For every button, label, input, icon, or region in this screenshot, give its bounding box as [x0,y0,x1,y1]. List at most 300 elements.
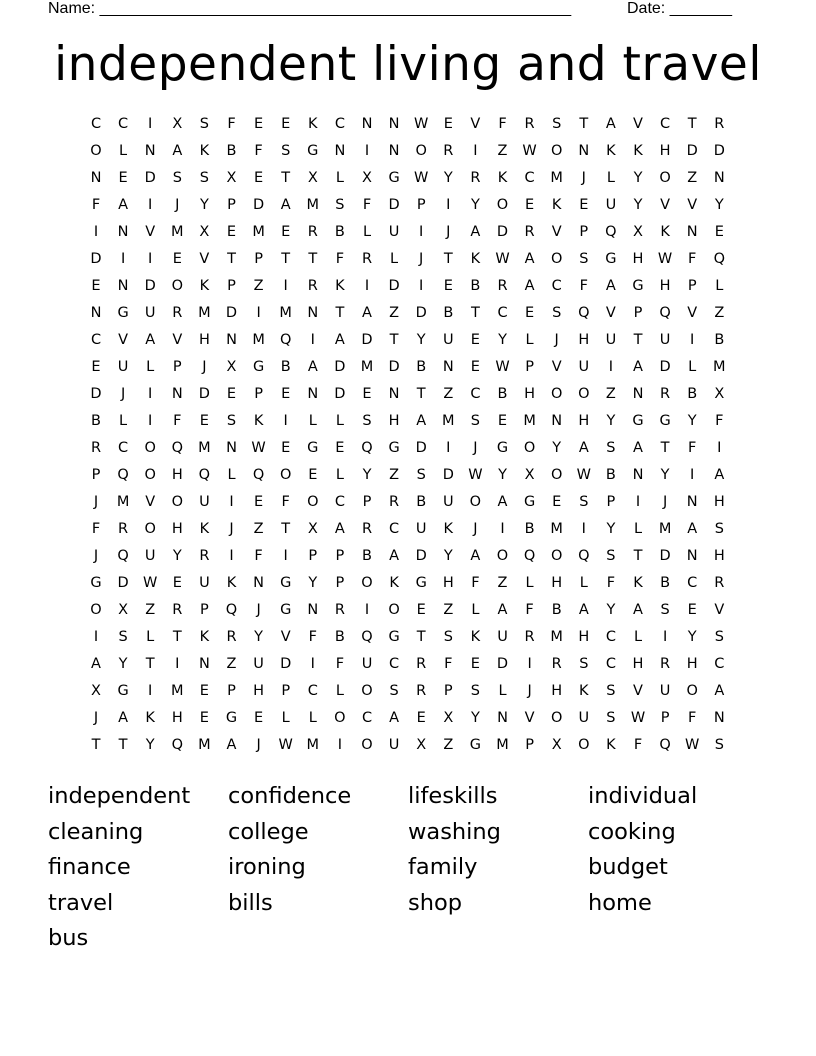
grid-letter[interactable]: Z [443,737,454,753]
grid-letter[interactable]: Y [498,467,507,483]
grid-letter[interactable]: U [578,710,590,726]
grid-letter[interactable]: B [687,386,698,402]
grid-letter[interactable]: E [416,602,426,618]
grid-letter[interactable]: Y [308,575,318,591]
grid-letter[interactable]: O [550,386,563,402]
grid-letter[interactable]: V [551,359,562,375]
grid-letter[interactable]: N [198,656,210,672]
grid-letter[interactable]: Z [497,575,508,591]
grid-letter[interactable]: G [523,494,536,510]
grid-letter[interactable]: E [443,278,453,294]
grid-letter[interactable]: K [145,710,155,726]
grid-letter[interactable]: A [389,548,400,564]
grid-letter[interactable]: N [632,467,644,483]
grid-letter[interactable]: I [93,224,99,240]
grid-letter[interactable]: E [254,116,264,132]
grid-letter[interactable]: Y [470,710,480,726]
grid-letter[interactable]: A [605,278,616,294]
grid-letter[interactable]: D [442,467,454,483]
grid-letter[interactable]: E [199,683,209,699]
grid-letter[interactable]: N [388,386,400,402]
grid-letter[interactable]: A [91,656,101,672]
grid-letter[interactable]: I [419,224,424,240]
grid-letter[interactable]: J [473,440,478,456]
grid-letter[interactable]: G [252,359,265,375]
grid-letter[interactable]: K [660,224,670,240]
grid-letter[interactable]: T [91,737,101,753]
grid-letter[interactable]: T [389,332,399,348]
grid-letter[interactable]: D [253,197,265,213]
grid-letter[interactable]: X [199,224,210,240]
grid-letter[interactable]: F [444,656,453,672]
grid-letter[interactable]: G [496,440,509,456]
grid-letter[interactable]: M [171,224,184,240]
grid-letter[interactable]: C [361,710,373,726]
grid-letter[interactable]: I [229,494,234,510]
grid-letter[interactable]: G [280,602,292,618]
grid-letter[interactable]: B [551,602,562,618]
grid-letter[interactable]: O [659,170,671,186]
grid-letter[interactable]: V [633,116,643,132]
grid-letter[interactable]: D [280,656,292,672]
grid-letter[interactable]: A [118,710,129,726]
grid-letter[interactable]: I [364,602,370,618]
grid-letter[interactable]: N [361,116,373,132]
grid-letter[interactable]: U [605,332,617,348]
grid-letter[interactable]: F [281,494,290,510]
grid-letter[interactable]: M [306,197,320,213]
grid-letter[interactable]: U [659,332,671,348]
grid-letter[interactable]: E [118,170,128,186]
grid-letter[interactable]: D [144,170,156,186]
grid-letter[interactable]: C [524,170,535,186]
grid-letter[interactable]: S [606,548,616,564]
grid-letter[interactable]: V [145,224,156,240]
grid-letter[interactable]: J [256,737,261,753]
grid-letter[interactable]: V [660,197,671,213]
grid-letter[interactable]: K [389,575,399,591]
grid-letter[interactable]: T [227,251,236,267]
grid-letter[interactable]: O [171,278,183,294]
grid-letter[interactable]: H [171,710,183,726]
grid-letter[interactable]: J [554,332,559,348]
grid-letter[interactable]: S [172,170,182,186]
grid-letter[interactable]: P [227,278,236,294]
grid-letter[interactable]: A [497,494,508,510]
grid-letter[interactable]: C [389,521,400,537]
grid-letter[interactable]: Q [225,602,238,618]
grid-letter[interactable]: D [388,359,400,375]
grid-letter[interactable]: R [90,440,102,456]
grid-letter[interactable]: W [414,116,429,132]
grid-letter[interactable]: I [446,440,451,456]
grid-letter[interactable]: H [713,548,725,564]
grid-letter[interactable]: C [497,305,508,321]
grid-letter[interactable]: T [633,548,643,564]
grid-letter[interactable]: A [118,197,129,213]
grid-letter[interactable]: T [335,305,345,321]
grid-letter[interactable]: G [659,413,671,429]
grid-letter[interactable]: R [172,602,183,618]
grid-letter[interactable]: P [227,197,236,213]
grid-letter[interactable]: J [202,359,207,375]
grid-letter[interactable]: Z [389,305,400,321]
grid-letter[interactable]: G [90,575,102,591]
grid-letter[interactable]: N [90,170,102,186]
grid-letter[interactable]: P [416,197,426,213]
grid-letter[interactable]: Y [145,737,155,753]
grid-letter[interactable]: W [657,251,673,267]
grid-letter[interactable]: K [606,737,616,753]
grid-letter[interactable]: Q [713,251,725,267]
grid-letter[interactable]: F [173,413,182,429]
grid-letter[interactable]: N [171,386,183,402]
grid-letter[interactable]: G [388,170,400,186]
grid-letter[interactable]: P [227,683,236,699]
grid-letter[interactable]: U [442,494,454,510]
grid-letter[interactable]: F [606,575,616,591]
grid-letter[interactable]: X [307,170,318,186]
grid-letter[interactable]: H [198,332,210,348]
grid-letter[interactable]: I [283,548,288,564]
grid-letter[interactable]: O [578,737,590,753]
grid-letter[interactable]: E [308,467,318,483]
grid-letter[interactable]: I [500,521,505,537]
grid-letter[interactable]: J [93,494,99,510]
grid-letter[interactable]: H [551,683,563,699]
grid-letter[interactable]: A [497,602,508,618]
grid-letter[interactable]: L [525,332,534,348]
grid-letter[interactable]: L [715,278,724,294]
grid-letter[interactable]: T [633,332,643,348]
grid-letter[interactable]: E [525,197,535,213]
grid-letter[interactable]: Y [552,440,562,456]
grid-letter[interactable]: Y [470,197,480,213]
grid-letter[interactable]: E [254,494,264,510]
grid-letter[interactable]: O [144,521,156,537]
grid-letter[interactable]: X [714,386,725,402]
grid-letter[interactable]: L [335,413,344,429]
grid-letter[interactable]: N [226,332,237,348]
grid-letter[interactable]: H [578,413,590,429]
grid-letter[interactable]: J [229,521,234,537]
grid-letter[interactable]: Y [443,170,453,186]
grid-letter[interactable]: G [117,683,129,699]
grid-letter[interactable]: S [470,413,480,429]
grid-letter[interactable]: W [251,440,266,456]
grid-letter[interactable]: O [523,440,536,456]
grid-letter[interactable]: I [419,278,424,294]
grid-letter[interactable]: U [144,548,156,564]
grid-letter[interactable]: J [473,521,478,537]
grid-letter[interactable]: F [227,116,236,132]
grid-letter[interactable]: R [551,656,562,672]
grid-letter[interactable]: X [551,737,562,753]
grid-letter[interactable]: P [579,224,589,240]
grid-letter[interactable]: C [470,386,481,402]
grid-letter[interactable]: L [579,575,588,591]
grid-letter[interactable]: F [525,602,534,618]
grid-letter[interactable]: I [283,413,288,429]
grid-letter[interactable]: E [91,359,101,375]
grid-letter[interactable]: K [633,575,643,591]
grid-letter[interactable]: N [497,710,508,726]
grid-letter[interactable]: E [281,386,291,402]
grid-letter[interactable]: P [606,494,616,510]
grid-letter[interactable]: B [226,143,237,159]
grid-letter[interactable]: F [688,251,697,267]
grid-letter[interactable]: L [633,629,643,645]
grid-letter[interactable]: J [256,602,261,618]
grid-letter[interactable]: S [579,656,589,672]
grid-letter[interactable]: N [226,440,237,456]
grid-letter[interactable]: K [443,521,454,537]
grid-letter[interactable]: D [361,332,373,348]
grid-letter[interactable]: L [308,710,317,726]
grid-letter[interactable]: E [172,251,182,267]
grid-letter[interactable]: R [416,656,427,672]
grid-letter[interactable]: Z [497,143,508,159]
grid-letter[interactable]: L [335,170,344,186]
grid-letter[interactable]: T [687,116,697,132]
grid-letter[interactable]: T [281,170,291,186]
grid-letter[interactable]: L [146,629,155,645]
grid-letter[interactable]: T [470,305,480,321]
grid-letter[interactable]: R [470,170,481,186]
grid-letter[interactable]: P [633,305,643,321]
grid-letter[interactable]: L [146,359,155,375]
grid-letter[interactable]: F [498,116,507,132]
grid-letter[interactable]: P [308,548,318,564]
grid-letter[interactable]: E [254,710,264,726]
grid-letter[interactable]: B [334,224,345,240]
grid-letter[interactable]: D [415,305,427,321]
grid-letter[interactable]: T [416,629,426,645]
grid-letter[interactable]: Q [523,548,536,564]
grid-letter[interactable]: E [172,575,182,591]
grid-letter[interactable]: T [281,521,291,537]
grid-letter[interactable]: X [362,170,372,186]
grid-letter[interactable]: O [388,602,400,618]
grid-letter[interactable]: C [307,683,318,699]
grid-letter[interactable]: M [171,683,184,699]
grid-letter[interactable]: D [225,305,238,321]
grid-letter[interactable]: Y [633,170,643,186]
grid-letter[interactable]: P [172,359,182,375]
grid-letter[interactable]: H [713,494,725,510]
grid-letter[interactable]: S [416,467,426,483]
grid-letter[interactable]: M [496,737,509,753]
grid-letter[interactable]: K [199,521,210,537]
grid-letter[interactable]: P [660,710,670,726]
grid-letter[interactable]: E [579,197,589,213]
grid-letter[interactable]: Y [254,629,264,645]
grid-letter[interactable]: H [632,251,644,267]
grid-letter[interactable]: F [91,197,101,213]
grid-letter[interactable]: H [686,656,698,672]
grid-letter[interactable]: L [525,575,534,591]
grid-letter[interactable]: E [525,305,535,321]
grid-letter[interactable]: K [470,629,481,645]
grid-letter[interactable]: K [226,575,237,591]
grid-letter[interactable]: U [144,305,156,321]
grid-letter[interactable]: A [334,521,345,537]
grid-letter[interactable]: A [633,440,643,456]
grid-letter[interactable]: M [442,413,455,429]
grid-letter[interactable]: G [415,575,427,591]
grid-letter[interactable]: D [198,386,210,402]
grid-letter[interactable]: I [148,413,153,429]
grid-letter[interactable]: I [690,332,695,348]
grid-letter[interactable]: L [471,602,480,618]
grid-letter[interactable]: A [470,548,481,564]
grid-letter[interactable]: S [199,170,209,186]
grid-letter[interactable]: A [687,521,698,537]
grid-letter[interactable]: R [714,116,725,132]
grid-letter[interactable]: O [550,710,563,726]
grid-letter[interactable]: V [551,224,562,240]
grid-letter[interactable]: T [118,737,128,753]
grid-letter[interactable]: W [522,143,537,159]
grid-letter[interactable]: K [308,116,318,132]
grid-letter[interactable]: O [144,467,156,483]
grid-letter[interactable]: I [473,143,478,159]
grid-letter[interactable]: M [279,305,292,321]
grid-letter[interactable]: C [605,656,616,672]
grid-letter[interactable]: K [633,143,643,159]
grid-letter[interactable]: W [143,575,158,591]
grid-letter[interactable]: B [660,575,671,591]
grid-letter[interactable]: N [551,413,563,429]
grid-letter[interactable]: N [307,305,319,321]
grid-letter[interactable]: H [578,332,590,348]
grid-letter[interactable]: R [199,548,210,564]
grid-letter[interactable]: I [148,683,153,699]
grid-letter[interactable]: U [388,224,400,240]
grid-letter[interactable]: Y [660,467,670,483]
grid-letter[interactable]: Y [606,413,616,429]
grid-letter[interactable]: M [252,332,265,348]
grid-letter[interactable]: Z [687,170,698,186]
grid-letter[interactable]: Q [171,440,183,456]
grid-letter[interactable]: A [524,278,535,294]
grid-letter[interactable]: U [361,656,373,672]
grid-letter[interactable]: E [470,656,480,672]
grid-letter[interactable]: R [118,521,129,537]
grid-letter[interactable]: F [254,143,263,159]
grid-letter[interactable]: C [551,278,562,294]
grid-letter[interactable]: T [579,116,589,132]
grid-letter[interactable]: I [175,656,180,672]
grid-letter[interactable]: O [415,143,427,159]
grid-letter[interactable]: Q [659,305,671,321]
grid-letter[interactable]: Z [443,602,454,618]
grid-letter[interactable]: F [254,548,263,564]
grid-letter[interactable]: N [307,602,319,618]
grid-letter[interactable]: D [686,143,698,159]
grid-letter[interactable]: M [523,413,536,429]
grid-letter[interactable]: B [334,629,345,645]
grid-letter[interactable]: D [144,278,156,294]
grid-letter[interactable]: V [145,494,156,510]
grid-letter[interactable]: R [497,278,508,294]
grid-letter[interactable]: D [388,197,400,213]
grid-letter[interactable]: X [633,224,643,240]
grid-letter[interactable]: Q [361,440,373,456]
grid-letter[interactable]: Q [198,467,211,483]
grid-letter[interactable]: B [362,548,372,564]
grid-letter[interactable]: A [633,602,643,618]
grid-letter[interactable]: K [551,197,562,213]
grid-letter[interactable]: O [550,251,563,267]
grid-letter[interactable]: G [117,305,129,321]
grid-letter[interactable]: P [254,386,263,402]
grid-letter[interactable]: Y [362,467,372,483]
grid-letter[interactable]: Q [578,548,590,564]
grid-letter[interactable]: I [283,278,288,294]
grid-letter[interactable]: M [713,359,726,375]
grid-letter[interactable]: Q [279,332,292,348]
grid-letter[interactable]: Y [172,548,182,564]
grid-letter[interactable]: A [280,197,291,213]
grid-letter[interactable]: S [281,143,291,159]
grid-letter[interactable]: R [361,251,373,267]
grid-letter[interactable]: T [145,656,155,672]
grid-letter[interactable]: C [605,629,616,645]
grid-letter[interactable]: X [91,683,101,699]
grid-letter[interactable]: H [659,278,671,294]
grid-letter[interactable]: A [605,116,616,132]
grid-letter[interactable]: D [388,278,400,294]
grid-letter[interactable]: L [390,251,399,267]
grid-letter[interactable]: K [606,143,616,159]
grid-letter[interactable]: J [662,494,668,510]
grid-letter[interactable]: O [90,602,102,618]
grid-letter[interactable]: Q [659,737,671,753]
grid-letter[interactable]: S [552,305,562,321]
grid-letter[interactable]: N [686,224,698,240]
grid-letter[interactable]: R [172,305,183,321]
grid-letter[interactable]: D [713,143,725,159]
grid-letter[interactable]: P [525,359,534,375]
grid-letter[interactable]: I [717,440,722,456]
grid-letter[interactable]: C [660,116,671,132]
grid-letter[interactable]: F [91,521,101,537]
grid-letter[interactable]: E [443,116,453,132]
grid-letter[interactable]: H [524,386,536,402]
grid-letter[interactable]: A [389,710,400,726]
grid-letter[interactable]: O [361,683,373,699]
grid-letter[interactable]: U [199,575,210,591]
grid-letter[interactable]: U [659,683,671,699]
grid-letter[interactable]: E [497,413,508,429]
grid-letter[interactable]: T [308,251,318,267]
grid-letter[interactable]: A [416,413,427,429]
date-field[interactable]: Date: _______ [627,0,732,17]
grid-letter[interactable]: I [337,737,343,753]
grid-letter[interactable]: M [252,224,265,240]
grid-letter[interactable]: Y [714,197,724,213]
grid-letter[interactable]: Q [578,305,590,321]
grid-letter[interactable]: S [118,629,128,645]
grid-letter[interactable]: C [389,656,400,672]
grid-letter[interactable]: D [415,440,427,456]
grid-letter[interactable]: L [227,467,236,483]
grid-letter[interactable]: G [632,278,644,294]
grid-letter[interactable]: N [713,710,725,726]
grid-letter[interactable]: N [117,278,129,294]
grid-letter[interactable]: A [172,143,183,159]
